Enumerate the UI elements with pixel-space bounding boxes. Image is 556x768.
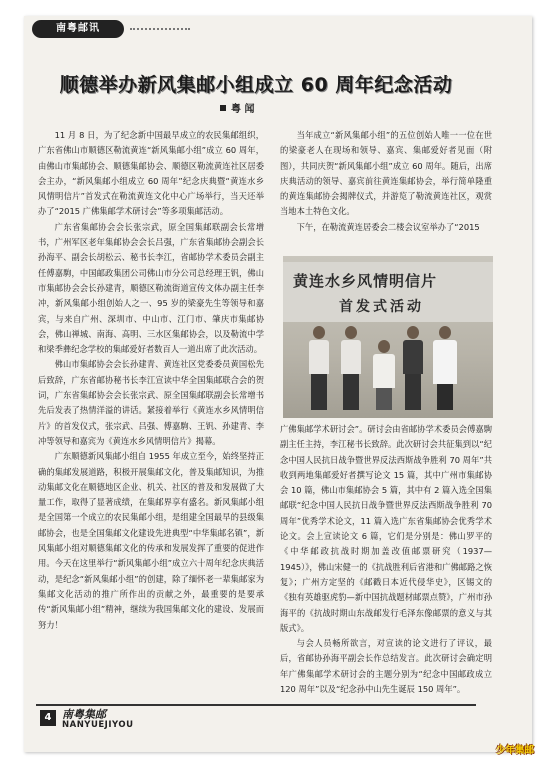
magazine-pinyin: NANYUEJIYOU [62, 720, 134, 730]
article-title: 顺德举办新风集邮小组成立 60 周年纪念活动 [59, 74, 453, 96]
person-figure [403, 326, 423, 410]
author-name: 粤 闻 [231, 104, 255, 115]
article-paragraph: 下午，在勒流黄连居委会二楼会议室举办了“2015 [296, 221, 480, 232]
page-number: 4 [40, 710, 56, 726]
section-divider [130, 28, 190, 30]
article-paragraph: 当年成立“新风集邮小组”的五位创始人唯一一位在世的梁豪老人在现场和领导、嘉宾、集邮爱好者见面（附图），共同庆贺“新风集邮小组”成立 60 周年。随后，出席庆典活动的领导、嘉宾前往黄连集邮协会，举行简单隆重的黄连集邮协会揭牌仪式，并游览了勒流黄连社区，观赏当地本土特色文化。 [280, 130, 492, 217]
banner-text-line1: 黄连水乡风情明信片 [293, 272, 438, 290]
photo-banner [283, 262, 493, 322]
article-paragraph: 广佛集邮学术研讨会”。研讨会由省邮协学术委员会傅嘉駒副主任主持，李江秘书长致辞。此次研讨会共征集到以“纪念中国人民抗日战争暨世界反法西斯战争胜利 70 周年”共收到两地集邮爱好者撰写论文 15 篇，其中广州市集邮协会 10 篇，佛山市集邮协会 5 篇，其中有 2 篇入选全国集邮联“纪念中国人民抗日战争暨世界反法西斯战争胜利 70 周年”优秀学术论文，11 篇入选广东省集邮协会优秀学术论文。会上宣读论文 6 篇，它们是分别是：佛山罗平的《中华邮政抗战时期加盖改值邮票研究（1937—1945）》，佛山宋健一的《抗战胜利后省港和广佛邮路之恢复》；广州方定坚的《邮戳日本近代侵华史》，区锡文的《独有英雄驱虎豹—新中国抗战题材邮票点赞》，广州市孙海平的《抗战时期山东战邮发行毛泽东像邮票的意义与其版式》。 [280, 424, 492, 633]
section-tab: 南粤邮讯 [32, 20, 124, 38]
article-paragraph: 广东省集邮协会会长张宗武，原全国集邮联副会长常增书，广州军区老年集邮协会会长吕强，广东省集邮协会副会长孙海平、副会长胡松云、秘书长李江，省邮协学术委员会副主任傅嘉駒，中国邮政集团公司佛山市分公司总经理王钒，佛山市集邮协会会长孙建青，顺德区勒流街道宣传文体办副主任李冲，新风集邮小组创始人之一、95 岁的梁豪先生等领导和嘉宾，与来自广州、深圳市、中山市、江门市、肇庆市集邮协会，佛山禅城、南海、高明、三水区集邮协会，以及勒流中学和梁季彝纪念学校的集邮爱好者数百人一道出席了此次活动。 [38, 221, 264, 355]
article-paragraph: 11 月 8 日，为了纪念新中国最早成立的农民集邮组织，广东省佛山市顺德区勒流黄连“新风集邮小组”成立 60 周年，由佛山市集邮协会、顺德集邮协会、顺德区勒流黄连社区居委会主办，“新风集邮小组成立 60 周年”纪念庆典暨“黄连水乡风情明信片”首发式在勒流黄连文化中心广场举行，当天还举办了“2015 广佛集邮学术研讨会”等多项集邮活动。 [38, 130, 264, 217]
byline-square-icon [220, 105, 226, 111]
article-byline [220, 100, 254, 115]
event-photo [283, 256, 493, 418]
magazine-name: 南粤集邮 [62, 708, 106, 721]
article-column-right-top [280, 128, 492, 235]
article-paragraph: 广东顺德新风集邮小组自 1955 年成立至今，始终坚持正确的集邮发展道路，积极开展集邮文化，普及集邮知识，为推动集邮文化在顺德地区企业、机关、社区的普及和发展做了大量工作，取得了显著成绩，在集邮界享有盛名。新风集邮小组是全国第一个成立的农民集邮小组，是组建全国最早的县级集邮协会，也是全国集邮文化建设先进典型“中华集邮名镇”，新风集邮小组对顺德集邮文化的传承和发展发挥了重要的促进作用。今天在这里举行“新风集邮小组”成立六十周年纪念庆典活动，是纪念“新风集邮小组”的创建，除了缅怀老一辈集邮家为集邮文化活动的推广所作出的贡献之外，最重要的是要承传“新风集邮小组”精神，继续为我国集邮文化的建设、发展而努力！ [38, 451, 264, 630]
person-figure-seated [373, 340, 395, 410]
watermark-logo: 少年集邮 [496, 745, 535, 756]
person-figure [341, 326, 361, 410]
person-figure [309, 326, 329, 410]
person-figure [433, 326, 457, 410]
article-paragraph: 与会人员畅所欲言，对宣读的论文进行了评议，最后，省邮协孙海平副会长作总结发言。此次研讨会确定明年广佛集邮学术研讨会的主题分别为“纪念中国邮政成立 120 周年”以及“纪念孙中山先生诞辰 150 周年”。 [280, 638, 492, 695]
article-column-left [38, 128, 264, 633]
article-column-right-bottom [280, 422, 492, 697]
article-paragraph: 佛山市集邮协会会长孙建青、黄连社区党委委员黄国松先后致辞，广东省邮协秘书长李江宣读中华全国集邮联合会的贺词，广东省集邮协会会长张宗武、原全国集邮联副会长常增书先后发表了热情洋溢的讲话。紧接着举行《黄连水乡风情明信片》的首发仪式，张宗武、吕强、傅嘉駒、王钒、孙建青、李冲等领导和嘉宾为《黄连水乡风情明信片》揭幕。 [38, 359, 264, 446]
banner-text-line2: 首发式活动 [339, 299, 424, 315]
